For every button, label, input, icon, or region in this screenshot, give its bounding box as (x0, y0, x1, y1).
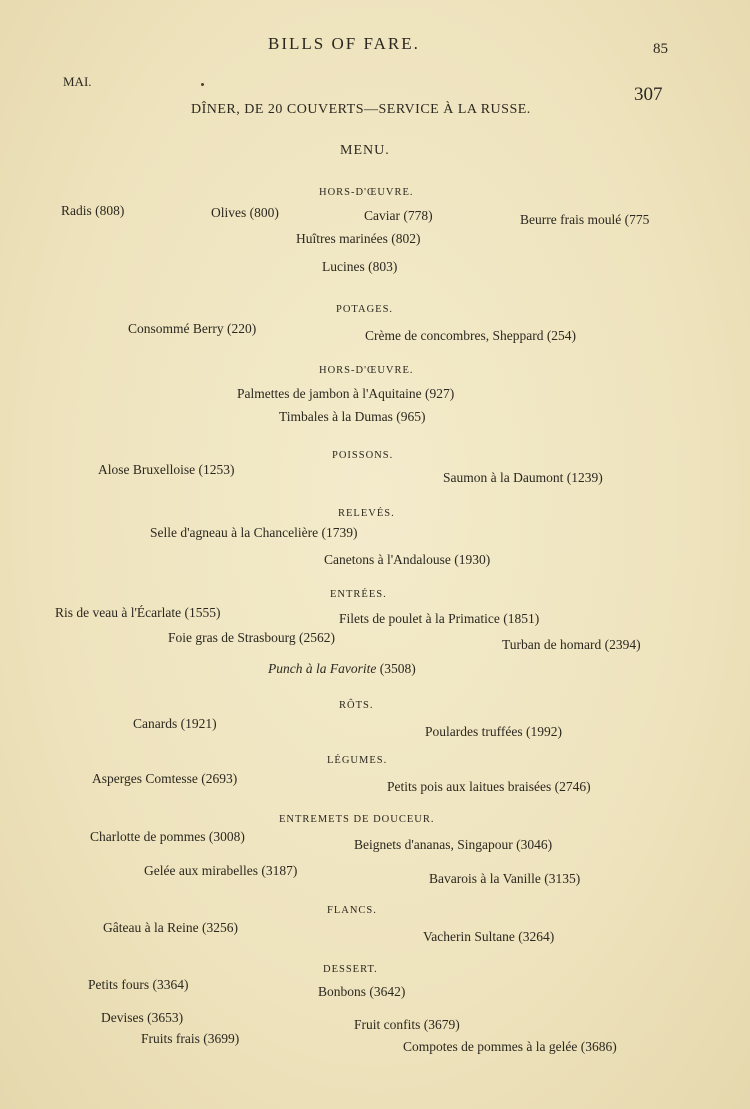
dish-vacherin: Vacherin Sultane (3264) (423, 929, 555, 944)
section-potages: POTAGES. (336, 304, 394, 315)
section-legumes: LÉGUMES. (327, 755, 388, 766)
dish-foie-gras: Foie gras de Strasbourg (2562) (168, 630, 335, 645)
punch-number: (3508) (379, 661, 416, 676)
dish-lucines: Lucines (803) (322, 259, 398, 274)
month-label: MAI. (63, 74, 92, 89)
section-hors-oeuvre-2: HORS-D'ŒUVRE. (319, 365, 414, 376)
dish-creme: Crème de concombres, Sheppard (254) (365, 328, 577, 343)
menu-number: 307 (634, 84, 663, 105)
dish-filets: Filets de poulet à la Primatice (1851) (339, 611, 540, 626)
dish-beurre: Beurre frais moulé (775 (520, 212, 650, 227)
dish-fruit-confits: Fruit confits (3679) (354, 1017, 460, 1032)
punch-name: Punch à la Favorite (268, 661, 377, 676)
page-number: 85 (653, 41, 668, 57)
dish-timbales: Timbales à la Dumas (965) (279, 409, 426, 424)
dish-bavarois: Bavarois à la Vanille (3135) (429, 871, 581, 886)
dinner-title: DÎNER, DE 20 COUVERTS—SERVICE À LA RUSSE. (191, 102, 531, 117)
dish-charlotte: Charlotte de pommes (3008) (90, 829, 245, 844)
section-hors-oeuvre: HORS-D'ŒUVRE. (319, 187, 414, 198)
dish-huitres: Huîtres marinées (802) (296, 231, 421, 246)
section-rots: RÔTS. (339, 700, 374, 711)
dish-gelee: Gelée aux mirabelles (3187) (144, 863, 298, 878)
dish-palmettes: Palmettes de jambon à l'Aquitaine (927) (237, 386, 455, 401)
dish-asperges: Asperges Comtesse (2693) (92, 771, 238, 786)
ink-dot (201, 83, 204, 86)
dish-ris-de-veau: Ris de veau à l'Écarlate (1555) (55, 605, 221, 620)
dish-olives: Olives (800) (211, 205, 279, 220)
dish-canetons: Canetons à l'Andalouse (1930) (324, 552, 491, 567)
dish-bonbons: Bonbons (3642) (318, 984, 406, 999)
dish-gateau: Gâteau à la Reine (3256) (103, 920, 238, 935)
dish-punch (268, 661, 416, 677)
dish-turban: Turban de homard (2394) (502, 637, 641, 652)
dish-consomme: Consommé Berry (220) (128, 321, 257, 336)
section-poissons: POISSONS. (332, 450, 394, 461)
section-releves: RELEVÉS. (338, 508, 395, 519)
dish-selle: Selle d'agneau à la Chancelière (1739) (150, 525, 358, 540)
dish-compotes: Compotes de pommes à la gelée (3686) (403, 1039, 617, 1054)
dish-petits-fours: Petits fours (3364) (88, 977, 189, 992)
dish-radis: Radis (808) (61, 203, 125, 218)
dish-fruits-frais: Fruits frais (3699) (141, 1031, 240, 1046)
dish-beignets: Beignets d'ananas, Singapour (3046) (354, 837, 553, 852)
section-flancs: FLANCS. (327, 905, 377, 916)
dish-petits-pois: Petits pois aux laitues braisées (2746) (387, 779, 591, 794)
section-entremets: ENTREMETS DE DOUCEUR. (279, 814, 435, 825)
running-head: BILLS OF FARE. (268, 34, 420, 53)
section-dessert: DESSERT. (323, 964, 378, 975)
dish-poulardes: Poulardes truffées (1992) (425, 724, 562, 739)
dish-devises: Devises (3653) (101, 1010, 184, 1025)
dish-caviar: Caviar (778) (364, 208, 433, 223)
dish-saumon: Saumon à la Daumont (1239) (443, 470, 603, 485)
dish-canards: Canards (1921) (133, 716, 217, 731)
section-entrees: ENTRÉES. (330, 589, 387, 600)
menu-heading: MENU. (340, 143, 390, 158)
dish-alose: Alose Bruxelloise (1253) (98, 462, 235, 477)
